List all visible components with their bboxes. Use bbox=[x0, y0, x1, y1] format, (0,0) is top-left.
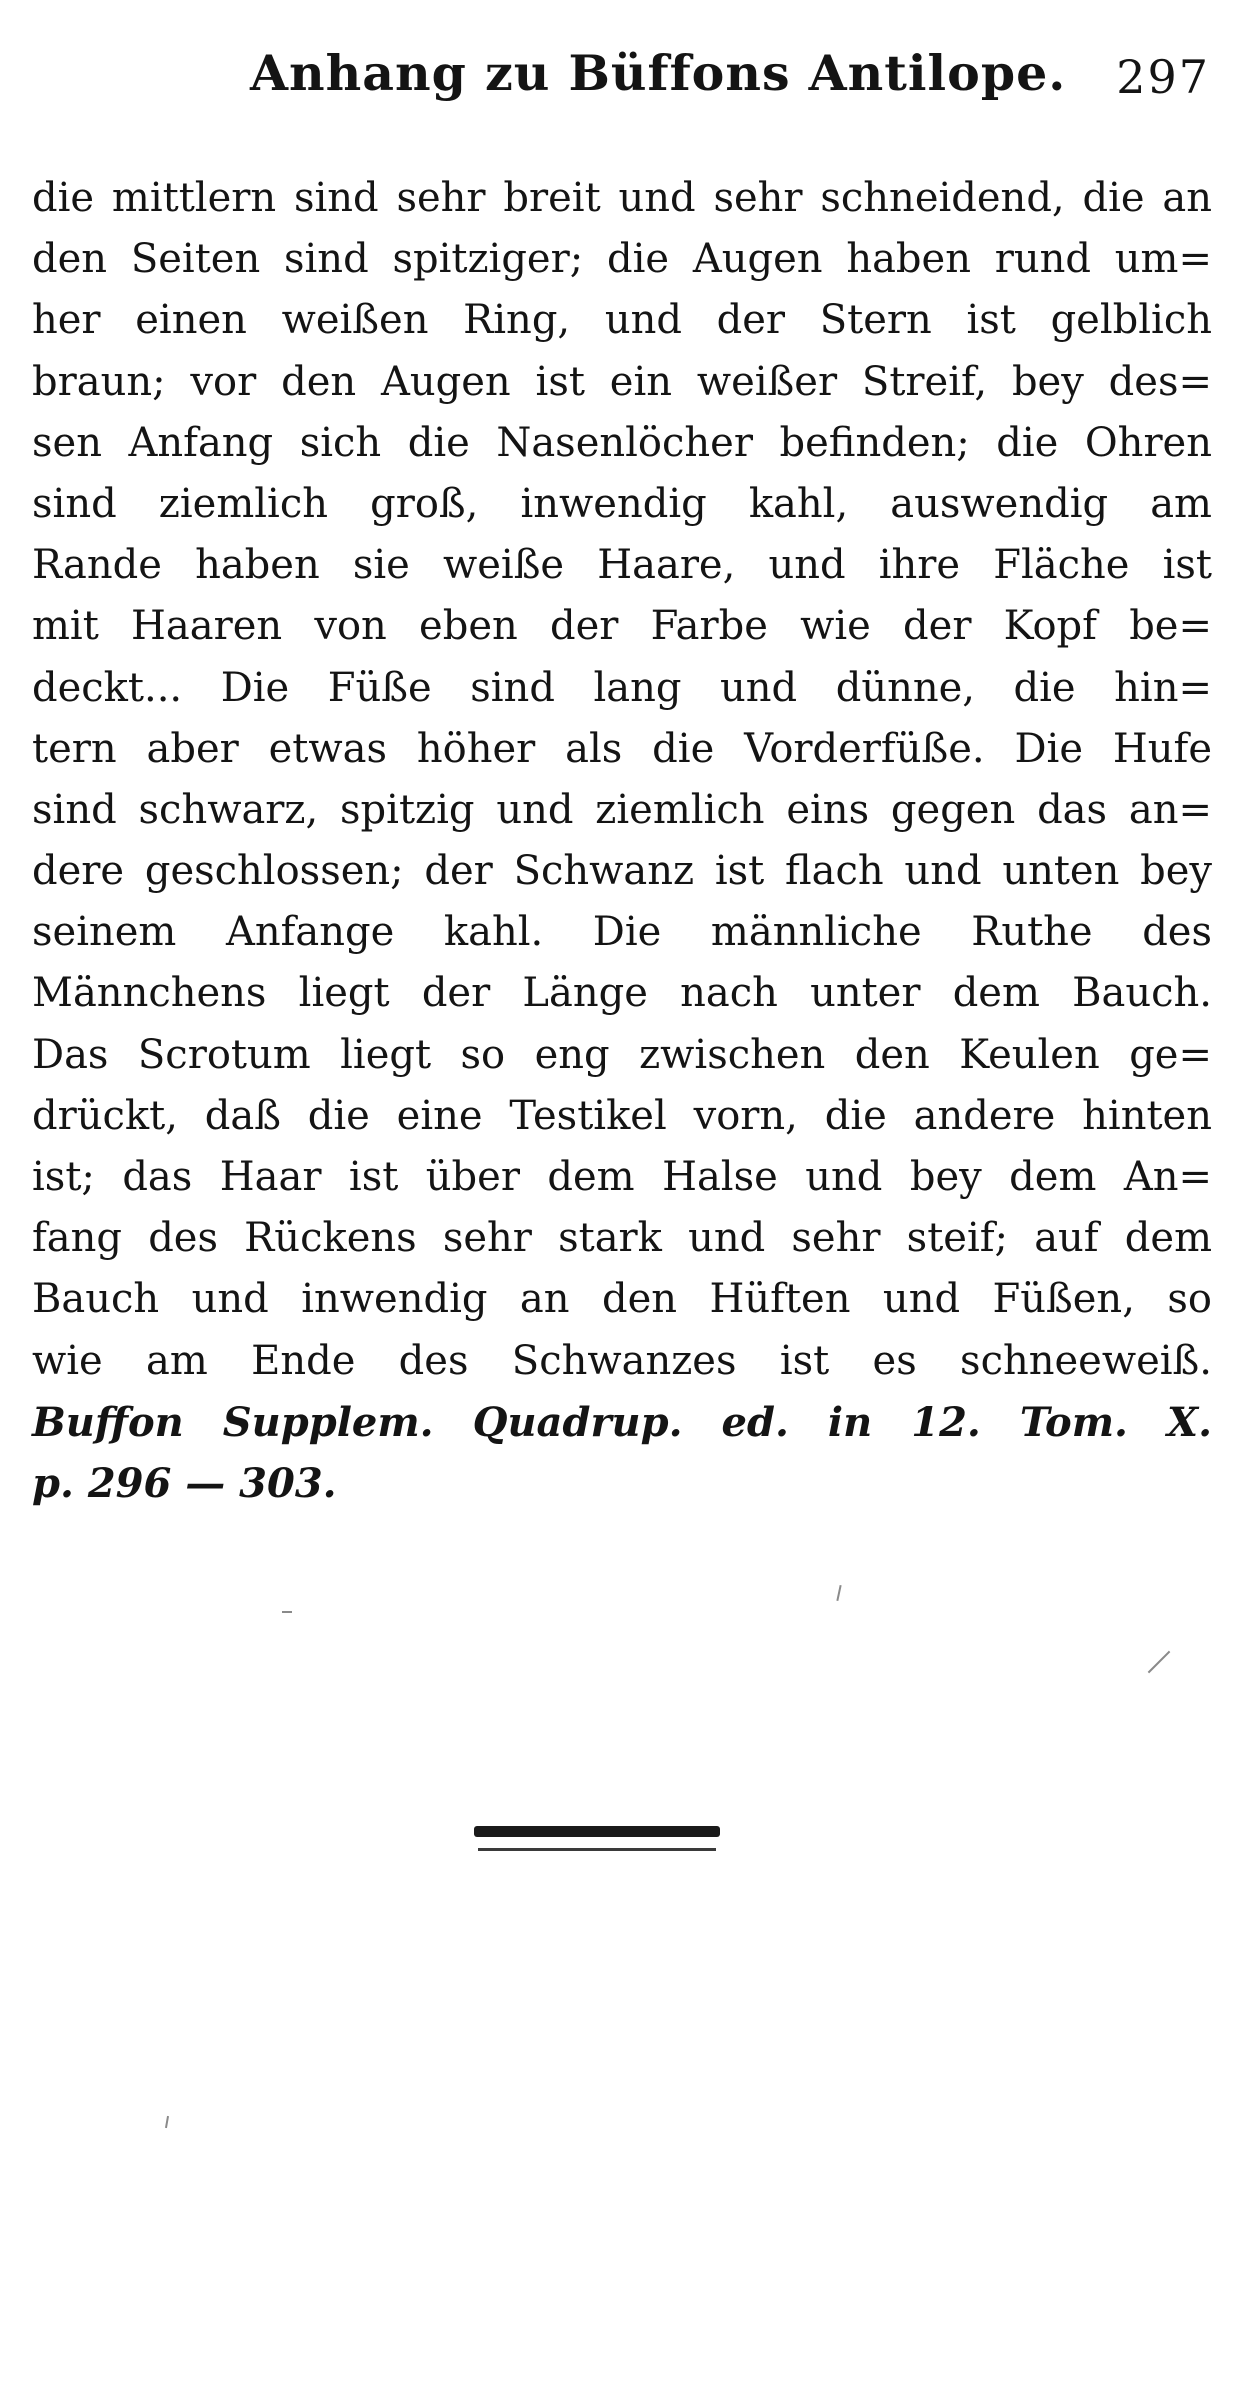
end-rule-thin bbox=[478, 1848, 716, 1851]
text-line: dere geschlossen; der Schwanz ist flach und unten bey bbox=[32, 848, 1212, 895]
text-line: mit Haaren von eben der Farbe wie der Kopf be= bbox=[32, 603, 1212, 650]
text-line: sind ziemlich groß, inwendig kahl, auswendig am bbox=[32, 480, 1212, 527]
text-line: die mittlern sind sehr breit und sehr schneidend, die an bbox=[32, 175, 1212, 221]
text-line: Bauch und inwendig an den Hüften und Füßen, so bbox=[32, 1276, 1212, 1323]
running-head: Anhang zu Büffons Antilope. bbox=[250, 44, 1067, 102]
paper-speck bbox=[165, 2116, 169, 2128]
paper-speck bbox=[836, 1585, 841, 1601]
paper-speck bbox=[282, 1611, 292, 1613]
text-line: tern aber etwas höher als die Vorderfüße. Die Hufe bbox=[32, 725, 1212, 772]
text-line: sen Anfang sich die Nasenlöcher befinden; die Ohren bbox=[32, 419, 1212, 466]
text-line: sind schwarz, spitzig und ziemlich eins gegen das an= bbox=[32, 786, 1212, 833]
text-line: den Seiten sind spitziger; die Augen haben rund um= bbox=[32, 236, 1212, 283]
citation-pages: p. 296 — 303. bbox=[32, 1459, 337, 1507]
end-rule-ornament bbox=[474, 1826, 720, 1858]
text-line: Rande haben sie weiße Haare, und ihre Fläche ist bbox=[32, 542, 1212, 589]
text-line: her einen weißen Ring, und der Stern ist gelblich bbox=[32, 297, 1212, 344]
text-line: Männchens liegt der Länge nach unter dem Bauch. bbox=[32, 970, 1212, 1017]
text-line: fang des Rückens sehr stark und sehr steif; auf dem bbox=[32, 1215, 1212, 1262]
text-line: ist; das Haar ist über dem Halse und bey dem An= bbox=[32, 1154, 1212, 1200]
text-line: seinem Anfange kahl. Die männliche Ruthe des bbox=[32, 909, 1212, 956]
page-header bbox=[250, 30, 1210, 120]
body-text bbox=[32, 168, 1212, 1514]
end-rule-thick bbox=[474, 1826, 720, 1837]
paper-speck bbox=[1148, 1651, 1171, 1674]
text-line: deckt... Die Füße sind lang und dünne, die hin= bbox=[32, 664, 1212, 711]
text-line: wie am Ende des Schwanzes ist es schneeweiß. bbox=[32, 1337, 1212, 1384]
text-line: drückt, daß die eine Testikel vorn, die andere hinten bbox=[32, 1092, 1212, 1139]
citation-line: Buffon Supplem. Quadrup. ed. in 12. Tom. X. bbox=[32, 1398, 1212, 1446]
text-line: Das Scrotum liegt so eng zwischen den Keulen ge= bbox=[32, 1031, 1212, 1078]
page-number: 297 bbox=[1116, 50, 1210, 104]
text-line: braun; vor den Augen ist ein weißer Streif, bey des= bbox=[32, 358, 1212, 405]
